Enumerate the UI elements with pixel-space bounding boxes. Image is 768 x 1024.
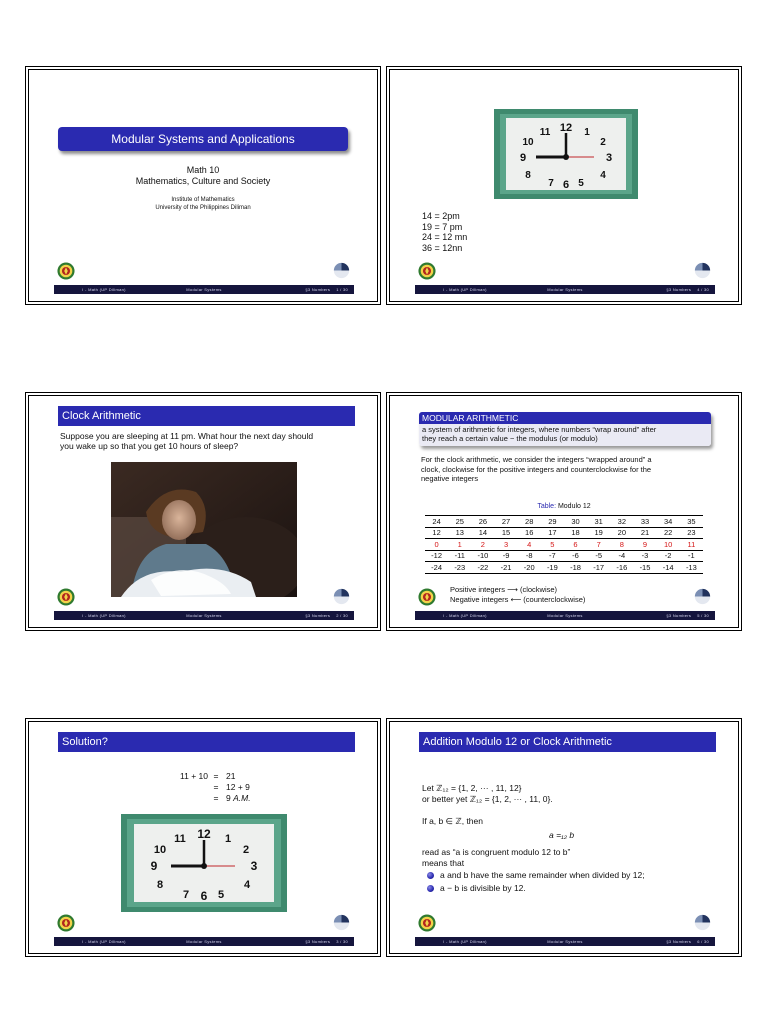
slide-footer	[54, 611, 354, 620]
time-conversions	[422, 211, 467, 253]
table-cell: -23	[448, 562, 471, 574]
footer-section: §3 Numbers	[305, 287, 331, 292]
table-cell: -5	[587, 550, 610, 562]
table-cell: -15	[633, 562, 656, 574]
clock-number-3: 3	[605, 152, 613, 164]
table-cell: 14	[471, 527, 494, 539]
clock-number-10: 10	[522, 137, 534, 148]
university-seal-icon	[57, 914, 75, 932]
footer-right	[254, 285, 354, 294]
clock-arithmetic-paragraph	[421, 455, 711, 484]
slide-5	[386, 392, 742, 631]
table-cell: 11	[680, 539, 703, 551]
presentation-title: Modular Systems and Applications	[58, 127, 348, 151]
slide-footer	[415, 937, 715, 946]
bullet-icon	[427, 885, 434, 892]
slide-title: Solution?	[58, 732, 355, 752]
footer-right	[254, 937, 354, 946]
table-cell: -4	[610, 550, 633, 562]
footer-author: I - Math (UP Diliman)	[82, 287, 126, 292]
table-cell: 2	[471, 539, 494, 551]
condition-text: a and b have the same remainder when divided by 12;	[440, 870, 645, 880]
table-cell: -16	[610, 562, 633, 574]
slide-title: Addition Modulo 12 or Clock Arithmetic	[419, 732, 716, 752]
table-row	[425, 562, 703, 574]
table-cell: 26	[471, 516, 494, 528]
course-code: Math 10	[186, 165, 220, 175]
list-item	[427, 869, 645, 882]
clock-number-6: 6	[562, 179, 570, 191]
footer-page-number: 1 / 30	[336, 287, 348, 292]
congruence-expression: a =₁₂ b	[549, 830, 575, 840]
slide-footer	[54, 285, 354, 294]
equals-sign: =	[213, 782, 219, 792]
time-item: 19 = 7 pm	[422, 221, 463, 232]
table-cell: 7	[587, 539, 610, 551]
table-cell: 22	[657, 527, 680, 539]
equals-sign: =	[213, 793, 219, 803]
if-line: If a, b ∈ ℤ, then	[422, 816, 483, 826]
table-cell: 20	[610, 527, 633, 539]
question-line: Suppose you are sleeping at 11 pm. What hour the next day should	[60, 431, 314, 441]
solution-equation	[162, 771, 251, 804]
table-cell: 18	[564, 527, 587, 539]
congruence-conditions	[427, 869, 645, 895]
table-cell: -8	[518, 550, 541, 562]
table-row	[425, 539, 703, 551]
table-cell: -6	[564, 550, 587, 562]
footer-author: I - Math (UP Diliman)	[82, 939, 126, 944]
university-seal-icon	[57, 588, 75, 606]
read-line: read as “a is congruent modulo 12 to b”	[422, 847, 571, 857]
time-item: 24 = 12 mn	[422, 232, 468, 242]
table-cell: 23	[680, 527, 703, 539]
table-cell: -9	[494, 550, 517, 562]
caption-label: Table:	[537, 503, 557, 510]
definition-block	[419, 412, 711, 446]
footer-section: §3 Numbers	[666, 287, 692, 292]
footer-page-number: 5 / 30	[697, 613, 709, 618]
table-cell: 3	[494, 539, 517, 551]
let-line: Let ℤ₁₂ = {1, 2, ··· , 11, 12}	[422, 783, 522, 793]
footer-right	[615, 285, 715, 294]
footer-author: I - Math (UP Diliman)	[443, 613, 487, 618]
time-item: 14 = 2pm	[422, 211, 460, 221]
clock-number-2: 2	[600, 137, 606, 148]
table-cell: -21	[494, 562, 517, 574]
footer-section: §3 Numbers	[666, 613, 692, 618]
clock-number-7: 7	[182, 889, 190, 901]
table-cell: 24	[425, 516, 448, 528]
definition-line: a system of arithmetic for integers, where numbers “wrap around” after	[422, 425, 657, 434]
clock-number-4: 4	[600, 170, 606, 181]
footer-title: Modular Systems	[186, 613, 222, 618]
table-cell: -14	[657, 562, 680, 574]
footer-page-number: 3 / 30	[336, 939, 348, 944]
footer-section: §3 Numbers	[305, 939, 331, 944]
table-cell: 0	[425, 539, 448, 551]
equation-lhs: 11 + 10	[180, 771, 208, 781]
table-cell: 32	[610, 516, 633, 528]
clock-number-5: 5	[578, 178, 584, 189]
paragraph-line: negative integers	[421, 474, 479, 483]
clock-number-7: 7	[548, 178, 554, 189]
footer-section: §3 Numbers	[666, 939, 692, 944]
table-row	[425, 527, 703, 539]
university-seal-icon	[418, 262, 436, 280]
table-cell: -13	[680, 562, 703, 574]
table-cell: -3	[633, 550, 656, 562]
equation-result: 21	[226, 771, 236, 781]
clock-number-3: 3	[250, 859, 258, 873]
table-cell: 33	[633, 516, 656, 528]
table-cell: 9	[633, 539, 656, 551]
table-cell: 31	[587, 516, 610, 528]
clock-number-12: 12	[197, 827, 211, 841]
slide-4	[386, 66, 742, 305]
direction-legend	[450, 585, 585, 605]
table-cell: -11	[448, 550, 471, 562]
table-cell: -22	[471, 562, 494, 574]
navigation-icon[interactable]	[333, 262, 350, 279]
clock-number-1: 1	[224, 833, 232, 845]
table-cell: 16	[518, 527, 541, 539]
footer-title: Modular Systems	[547, 613, 583, 618]
table-cell: -24	[425, 562, 448, 574]
navigation-icon[interactable]	[694, 588, 711, 605]
slide-footer	[415, 611, 715, 620]
equation-result: 12 + 9	[226, 782, 250, 792]
navigation-icon[interactable]	[333, 914, 350, 931]
paragraph-line: For the clock arithmetic, we consider the integers “wrapped around” a	[421, 455, 652, 464]
slide-footer	[415, 285, 715, 294]
clock-number-9: 9	[519, 152, 527, 164]
course-name: Mathematics, Culture and Society	[135, 176, 271, 186]
table-cell: 13	[448, 527, 471, 539]
result-hour: 9	[226, 793, 234, 803]
slide-3	[25, 718, 381, 957]
table-caption	[387, 503, 741, 510]
slide-footer	[54, 937, 354, 946]
table-cell: 4	[518, 539, 541, 551]
footer-author: I - Math (UP Diliman)	[82, 613, 126, 618]
table-cell: -7	[541, 550, 564, 562]
clock-number-9: 9	[150, 859, 158, 873]
table-cell: 27	[494, 516, 517, 528]
clock-number-4: 4	[243, 879, 251, 891]
clock-number-12: 12	[559, 122, 573, 134]
footer-author: I - Math (UP Diliman)	[443, 939, 487, 944]
navigation-icon[interactable]	[694, 914, 711, 931]
table-cell: 28	[518, 516, 541, 528]
table-cell: -20	[518, 562, 541, 574]
table-cell: 25	[448, 516, 471, 528]
footer-right	[254, 611, 354, 620]
slide-1	[25, 66, 381, 305]
table-cell: 17	[541, 527, 564, 539]
university-name: University of the Philippines Diliman	[155, 205, 251, 211]
table-cell: 10	[657, 539, 680, 551]
table-cell: 30	[564, 516, 587, 528]
footer-author: I - Math (UP Diliman)	[443, 287, 487, 292]
footer-page-number: 6 / 30	[697, 939, 709, 944]
clock-number-10: 10	[153, 844, 167, 856]
university-seal-icon	[57, 262, 75, 280]
clock-number-8: 8	[156, 879, 164, 891]
negative-direction: Negative integers ⟵ (counterclockwise)	[450, 595, 586, 604]
paragraph-line: clock, clockwise for the positive integers and counterclockwise for the	[421, 464, 652, 474]
table-row	[425, 550, 703, 562]
clock-number-11: 11	[539, 127, 551, 138]
congruence-reading	[422, 847, 570, 869]
clock-image	[494, 109, 638, 199]
footer-title: Modular Systems	[547, 939, 583, 944]
caption-text: Modulo 12	[556, 503, 591, 510]
university-seal-icon	[418, 914, 436, 932]
clock-number-8: 8	[525, 170, 531, 181]
navigation-icon[interactable]	[694, 262, 711, 279]
institute-name: Institute of Mathematics	[171, 197, 235, 203]
equation-result	[220, 793, 251, 804]
table-cell: -19	[541, 562, 564, 574]
table-cell: -12	[425, 550, 448, 562]
slide-title: Clock Arithmetic	[58, 406, 355, 426]
definition-line: they reach a certain value − the modulus (or modulo)	[422, 434, 598, 443]
time-item: 36 = 12nn	[422, 242, 463, 253]
definition-title: MODULAR ARITHMETIC	[419, 412, 711, 424]
list-item	[427, 882, 645, 895]
equals-sign: =	[213, 771, 219, 781]
table-cell: -1	[680, 550, 703, 562]
positive-direction: Positive integers ⟶ (clockwise)	[450, 585, 558, 594]
sleeping-child-photo	[111, 462, 297, 597]
table-row	[425, 516, 703, 528]
clock-image	[121, 814, 287, 912]
footer-title: Modular Systems	[186, 287, 222, 292]
table-cell: 29	[541, 516, 564, 528]
clock-number-6: 6	[200, 889, 208, 903]
definition-body	[419, 424, 711, 446]
footer-title: Modular Systems	[186, 939, 222, 944]
table-cell: 8	[610, 539, 633, 551]
table-cell: -18	[564, 562, 587, 574]
table-cell: 6	[564, 539, 587, 551]
slide-2	[25, 392, 381, 631]
means-line: means that	[422, 858, 465, 868]
footer-page-number: 2 / 30	[336, 613, 348, 618]
result-meridiem: A.M.	[233, 793, 251, 803]
condition-text: a − b is divisible by 12.	[440, 883, 526, 893]
clock-number-11: 11	[174, 833, 186, 845]
footer-page-number: 4 / 30	[697, 287, 709, 292]
table-cell: 21	[633, 527, 656, 539]
table-cell: 1	[448, 539, 471, 551]
university-seal-icon	[418, 588, 436, 606]
question-text	[60, 431, 350, 451]
table-cell: 34	[657, 516, 680, 528]
table-cell: 35	[680, 516, 703, 528]
table-cell: -10	[471, 550, 494, 562]
table-cell: -17	[587, 562, 610, 574]
clock-number-2: 2	[242, 844, 250, 856]
footer-title: Modular Systems	[547, 287, 583, 292]
question-line: you wake up so that you get 10 hours of sleep?	[60, 441, 239, 451]
slide-6	[386, 718, 742, 957]
footer-right	[615, 611, 715, 620]
clock-number-5: 5	[217, 889, 225, 901]
table-cell: 19	[587, 527, 610, 539]
table-cell: 15	[494, 527, 517, 539]
bullet-icon	[427, 872, 434, 879]
footer-section: §3 Numbers	[305, 613, 331, 618]
footer-right	[615, 937, 715, 946]
modulo-12-table	[425, 515, 703, 574]
table-cell: 12	[425, 527, 448, 539]
table-cell: 5	[541, 539, 564, 551]
better-line: or better yet ℤ₁₂ = {1, 2, ··· , 11, 0}.	[422, 794, 553, 804]
clock-number-1: 1	[584, 127, 590, 138]
table-cell: -2	[657, 550, 680, 562]
navigation-icon[interactable]	[333, 588, 350, 605]
set-definition	[422, 783, 553, 827]
